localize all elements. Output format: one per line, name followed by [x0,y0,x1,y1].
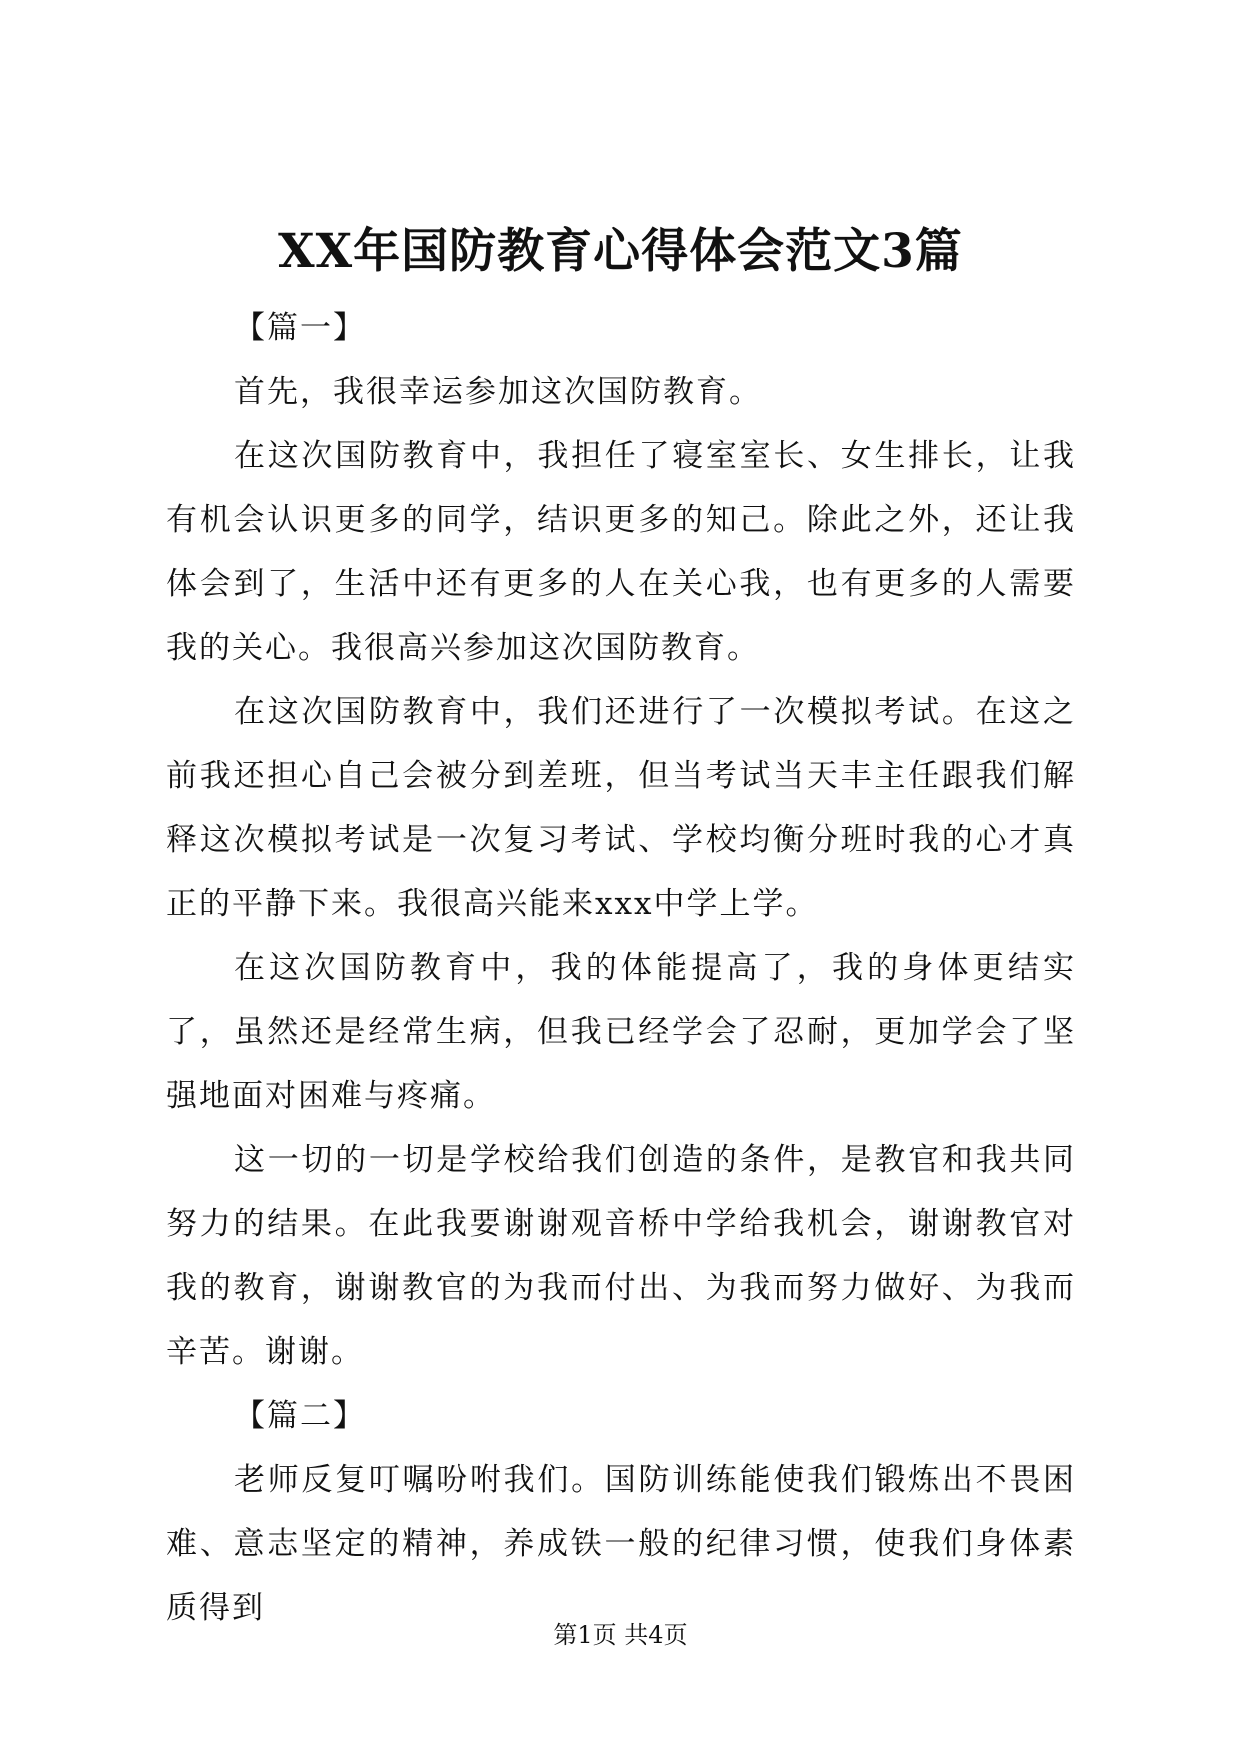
document-title: XX年国防教育心得体会范文3篇 [278,224,963,279]
document-body [166,296,1076,1640]
paragraph: 首先，我很幸运参加这次国防教育。 [234,374,762,410]
section-heading: 【篇一】 [234,310,366,346]
page-footer: 第1页 共4页 [553,1621,688,1649]
paragraph: 老师反复叮嘱吩咐我们。国防训练能使我们锻炼出不畏困难、意志坚定的精神，养成铁一般的纪律习惯，使我们身体素质得到 [166,1462,1076,1626]
section-heading: 【篇二】 [234,1398,366,1434]
paragraph: 这一切的一切是学校给我们创造的条件，是教官和我共同努力的结果。在此我要谢谢观音桥中学给我机会，谢谢教官对我的教育，谢谢教官的为我而付出、为我而努力做好、为我而辛苦。谢谢。 [166,1142,1076,1370]
paragraph: 在这次国防教育中，我们还进行了一次模拟考试。在这之前我还担心自己会被分到差班，但当考试当天丰主任跟我们解释这次模拟考试是一次复习考试、学校均衡分班时我的心才真正的平静下来。我很高兴能来xxx中学上学。 [166,694,1076,922]
paragraph: 在这次国防教育中，我担任了寝室室长、女生排长，让我有机会认识更多的同学，结识更多的知己。除此之外，还让我体会到了，生活中还有更多的人在关心我，也有更多的人需要我的关心。我很高兴参加这次国防教育。 [166,438,1076,666]
paragraph: 在这次国防教育中，我的体能提高了，我的身体更结实了，虽然还是经常生病，但我已经学会了忍耐，更加学会了坚强地面对困难与疼痛。 [166,950,1076,1114]
